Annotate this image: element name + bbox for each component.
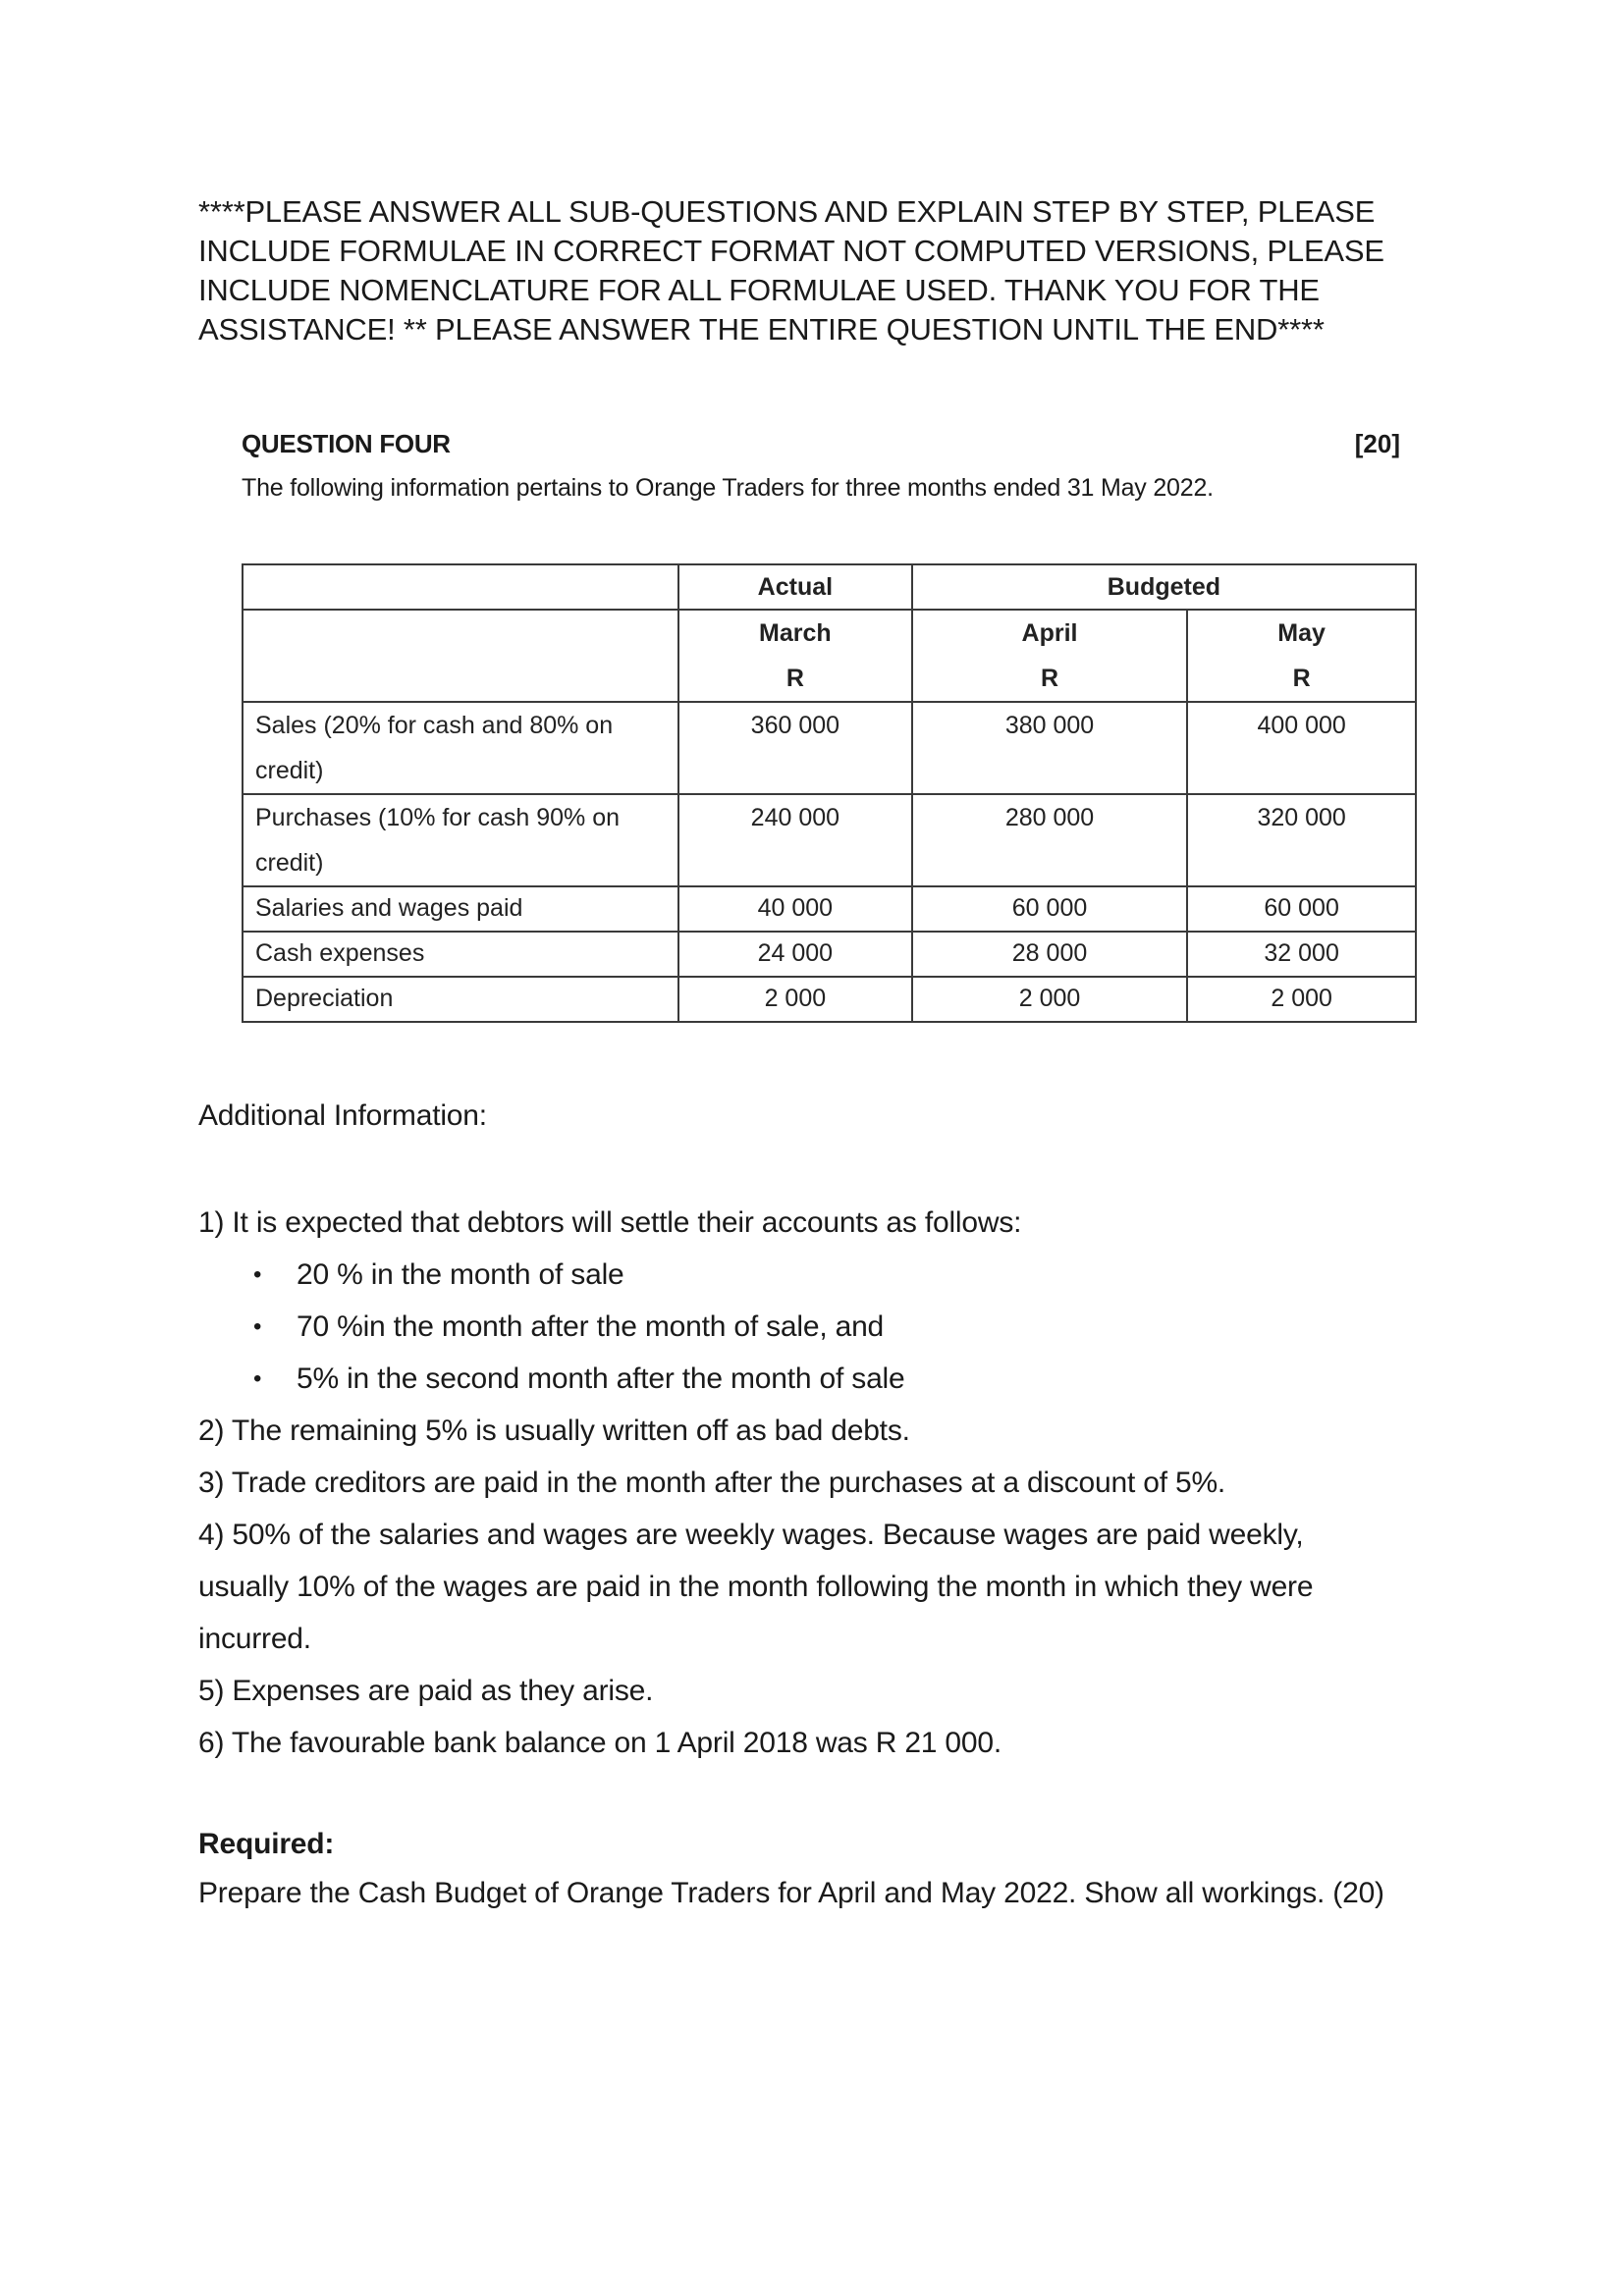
table-row xyxy=(243,932,1416,977)
row-label-purchases xyxy=(243,794,678,886)
cell-cash-expenses-april: 28 000 xyxy=(912,932,1187,977)
instructions-line: INCLUDE FORMULAE IN CORRECT FORMAT NOT COMPUTED VERSIONS, PLEASE xyxy=(198,234,1384,268)
cell-salaries-march: 40 000 xyxy=(678,886,912,932)
table-empty-cell xyxy=(243,610,678,702)
bullet-icon: • xyxy=(253,1261,262,1288)
table-row xyxy=(243,886,1416,932)
table-corner-cell xyxy=(243,564,678,610)
table-group-header-row xyxy=(243,564,1416,610)
additional-info-list xyxy=(198,1203,1475,1776)
cell-sales-march: 360 000 xyxy=(678,702,912,794)
info-item-2: 2) The remaining 5% is usually written off as bad debts. xyxy=(198,1415,910,1447)
bullet-icon: • xyxy=(253,1365,262,1392)
cell-cash-expenses-march: 24 000 xyxy=(678,932,912,977)
month-name: April xyxy=(1021,619,1078,647)
info-item-6: 6) The favourable bank balance on 1 April 2018 was R 21 000. xyxy=(198,1727,1002,1759)
bullet-icon: • xyxy=(253,1313,262,1340)
info-item-4: 4) 50% of the salaries and wages are weekly wages. Because wages are paid weekly, xyxy=(198,1519,1304,1551)
cell-sales-may: 400 000 xyxy=(1187,702,1416,794)
cell-depreciation-march: 2 000 xyxy=(678,977,912,1022)
month-header-april xyxy=(912,610,1187,702)
currency-unit: R xyxy=(1040,665,1059,692)
row-label-sales xyxy=(243,702,678,794)
cell-salaries-april: 60 000 xyxy=(912,886,1187,932)
additional-info-heading: Additional Information: xyxy=(198,1099,487,1132)
row-label-line: credit) xyxy=(255,757,324,784)
bullet-item xyxy=(198,1360,1475,1412)
currency-unit: R xyxy=(785,665,804,692)
row-label-line: credit) xyxy=(255,849,324,877)
cell-depreciation-may: 2 000 xyxy=(1187,977,1416,1022)
row-label-line: Purchases (10% for cash 90% on xyxy=(255,804,621,831)
month-header-may xyxy=(1187,610,1416,702)
info-item-4-continued: incurred. xyxy=(198,1623,311,1655)
cell-depreciation-april: 2 000 xyxy=(912,977,1187,1022)
currency-unit: R xyxy=(1292,665,1311,692)
cell-purchases-may: 320 000 xyxy=(1187,794,1416,886)
info-item-1: 1) It is expected that debtors will settle their accounts as follows: xyxy=(198,1206,1022,1239)
cell-purchases-march: 240 000 xyxy=(678,794,912,886)
instructions-line: ****PLEASE ANSWER ALL SUB-QUESTIONS AND EXPLAIN STEP BY STEP, PLEASE xyxy=(198,194,1376,229)
bullet-item xyxy=(198,1308,1475,1360)
question-marks: [20] xyxy=(1354,429,1400,458)
bullet-text: 70 %in the month after the month of sale, and xyxy=(297,1310,885,1343)
month-header-march xyxy=(678,610,912,702)
bullet-item xyxy=(198,1255,1475,1308)
group-header-budgeted: Budgeted xyxy=(912,564,1416,610)
cell-sales-april: 380 000 xyxy=(912,702,1187,794)
cell-purchases-april: 280 000 xyxy=(912,794,1187,886)
info-item-4-continued: usually 10% of the wages are paid in the month following the month in which they were xyxy=(198,1571,1314,1603)
required-heading: Required: xyxy=(198,1828,335,1860)
question-header xyxy=(242,429,1400,462)
month-name: March xyxy=(759,619,832,647)
bullet-text: 5% in the second month after the month of sale xyxy=(297,1362,905,1395)
required-text: Prepare the Cash Budget of Orange Traders for April and May 2022. Show all workings. (20) xyxy=(198,1877,1384,1909)
row-label-cash-expenses: Cash expenses xyxy=(243,932,678,977)
group-header-actual: Actual xyxy=(678,564,912,610)
info-item-5: 5) Expenses are paid as they arise. xyxy=(198,1675,654,1707)
instructions-banner xyxy=(198,192,1435,349)
table-row xyxy=(243,977,1416,1022)
month-name: May xyxy=(1277,619,1326,647)
cell-salaries-may: 60 000 xyxy=(1187,886,1416,932)
instructions-line: ASSISTANCE! ** PLEASE ANSWER THE ENTIRE QUESTION UNTIL THE END**** xyxy=(198,312,1325,347)
bullet-text: 20 % in the month of sale xyxy=(297,1258,624,1291)
table-row xyxy=(243,702,1416,794)
row-label-depreciation: Depreciation xyxy=(243,977,678,1022)
financial-data-table xyxy=(242,563,1417,1023)
instructions-line: INCLUDE NOMENCLATURE FOR ALL FORMULAE USED. THANK YOU FOR THE xyxy=(198,273,1320,307)
question-title: QUESTION FOUR xyxy=(242,429,451,458)
table-month-header-row xyxy=(243,610,1416,702)
row-label-salaries: Salaries and wages paid xyxy=(243,886,678,932)
question-description: The following information pertains to Orange Traders for three months ended 31 May 2022. xyxy=(242,474,1214,502)
row-label-line: Sales (20% for cash and 80% on xyxy=(255,712,614,739)
cell-cash-expenses-may: 32 000 xyxy=(1187,932,1416,977)
table-row xyxy=(243,794,1416,886)
info-item-3: 3) Trade creditors are paid in the month after the purchases at a discount of 5%. xyxy=(198,1467,1226,1499)
